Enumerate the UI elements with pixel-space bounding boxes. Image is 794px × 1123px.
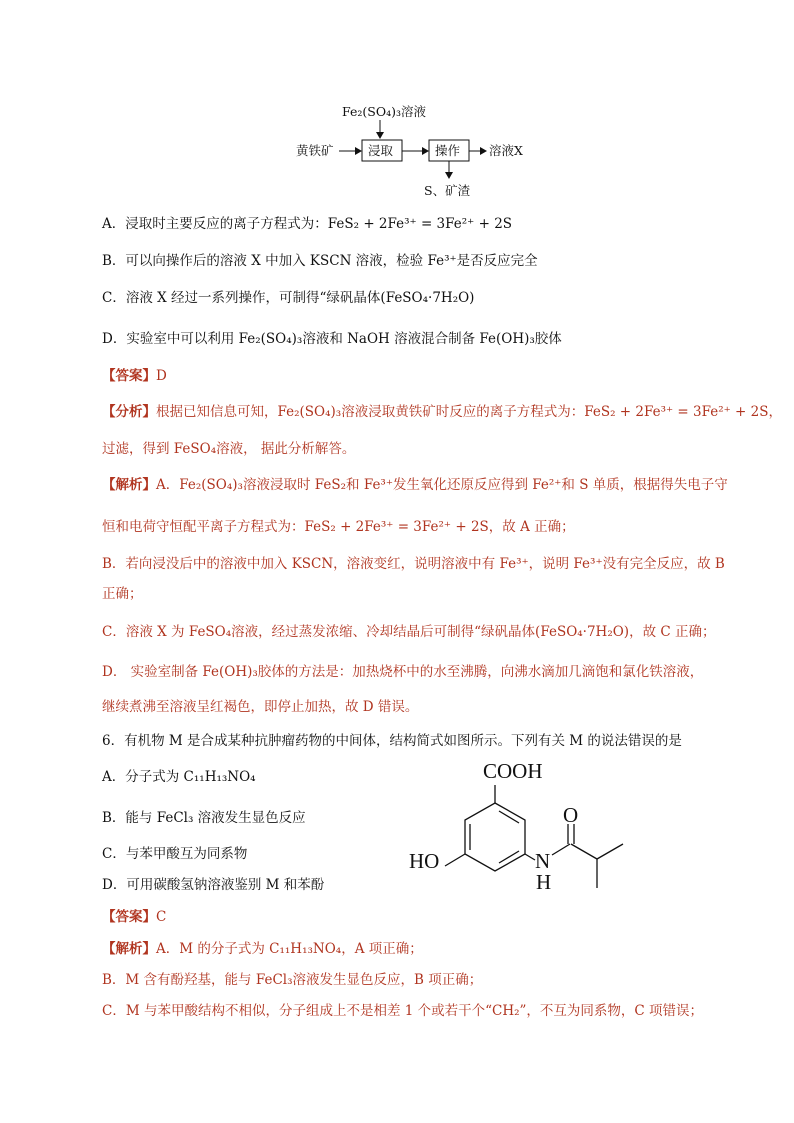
flow-output: 溶液X (489, 143, 523, 158)
q6-option-a: A．分子式为 C₁₁H₁₃NO₄ (102, 769, 256, 785)
q5-option-d: D．实验室中可以利用 Fe₂(SO₄)₃溶液和 NaOH 溶液混合制备 Fe(OH)₃胶体 (102, 331, 562, 347)
q5-explain-b-line2: 正确； (102, 586, 143, 602)
q5-explain-d-line1: D． 实验室制备 Fe(OH)₃胶体的方法是：加热烧杯中的水至沸腾，向沸水滴加几滴饱和氯化铁溶液， (102, 664, 704, 680)
q5-explain-label: 【解析】 (102, 477, 156, 493)
q6-explain-label: 【解析】 (102, 941, 156, 957)
q6-explain-a: 【解析】A．M 的分子式为 C₁₁H₁₃NO₄，A 项正确； (102, 941, 423, 957)
q5-explain-d-line2: 继续煮沸至溶液呈红褐色，即停止加热，故 D 错误。 (102, 699, 419, 715)
q5-answer-value: D (156, 368, 167, 384)
q6-answer-value: C (156, 909, 167, 925)
q6-explain-b: B．M 含有酚羟基，能与 FeCl₃溶液发生显色反应，B 项正确； (102, 972, 483, 988)
q5-answer (102, 364, 167, 384)
ho-label: HO (409, 849, 440, 873)
q5-explain-a-line1: 【解析】A．Fe₂(SO₄)₃溶液浸取时 FeS₂和 Fe³⁺发生氧化还原反应得到 Fe²⁺和 S 单质，根据得失电子守 (102, 477, 728, 493)
nitrogen-label: N (535, 849, 551, 873)
q5-option-a: A．浸取时主要反应的离子方程式为：FeS₂ + 2Fe³⁺ = 3Fe²⁺ + 2S (102, 216, 513, 232)
cooh-label: COOH (483, 759, 543, 783)
q5-analysis-line1: 【分析】根据已知信息可知，Fe₂(SO₄)₃溶液浸取黄铁矿时反应的离子方程式为：FeS₂ + 2Fe³⁺ = 3Fe²⁺ + 2S， (102, 404, 782, 420)
oxygen-label: O (563, 803, 579, 827)
q5-answer-label: 【答案】 (102, 368, 156, 384)
q5-explain-a-line2: 恒和电荷守恒配平离子方程式为：FeS₂ + 2Fe³⁺ = 3Fe²⁺ + 2S，故 A 正确； (102, 519, 575, 535)
q5-analysis-label: 【分析】 (102, 404, 156, 420)
flow-step2: 操作 (435, 143, 461, 158)
molecule-structure (405, 756, 645, 906)
flow-byproduct: S、矿渣 (424, 183, 471, 198)
q5-explain-c: C．溶液 X 为 FeSO₄溶液，经过蒸发浓缩、冷却结晶后可制得“绿矾晶体(FeSO₄·7H₂O)，故 C 正确； (102, 624, 716, 640)
q6-explain-c: C．M 与苯甲酸结构不相似，分子组成上不是相差 1 个或若干个“CH₂”，不互为同系物，C 项错误； (102, 1003, 704, 1019)
q6-answer (102, 905, 166, 925)
flow-input: 黄铁矿 (296, 143, 334, 158)
q5-explain-b-line1: B．若向浸没后中的溶液中加入 KSCN，溶液变红，说明溶液中有 Fe³⁺，说明 Fe³⁺没有完全反应，故 B (102, 556, 725, 572)
benzene-ring (465, 803, 525, 871)
q5-option-b: B．可以向操作后的溶液 X 中加入 KSCN 溶液，检验 Fe³⁺是否反应完全 (102, 253, 538, 269)
q5-analysis-line2: 过滤，得到 FeSO₄溶液， 据此分析解答。 (102, 441, 356, 457)
q5-option-c: C．溶液 X 经过一系列操作，可制得“绿矾晶体(FeSO₄·7H₂O) (102, 290, 475, 306)
q6-option-b: B．能与 FeCl₃ 溶液发生显色反应 (102, 810, 306, 826)
flow-reagent: Fe₂(SO₄)₃溶液 (342, 104, 426, 119)
process-flow-diagram (290, 100, 550, 200)
q6-stem: 6．有机物 M 是合成某种抗肿瘤药物的中间体，结构简式如图所示。下列有关 M 的说法错误的是 (102, 733, 682, 749)
q6-answer-label: 【答案】 (102, 909, 156, 925)
q6-option-c: C．与苯甲酸互为同系物 (102, 846, 248, 862)
flow-step1: 浸取 (368, 143, 394, 158)
q6-option-d: D．可用碳酸氢钠溶液鉴别 M 和苯酚 (102, 877, 325, 893)
nitrogen-hydrogen-label: H (536, 870, 552, 894)
